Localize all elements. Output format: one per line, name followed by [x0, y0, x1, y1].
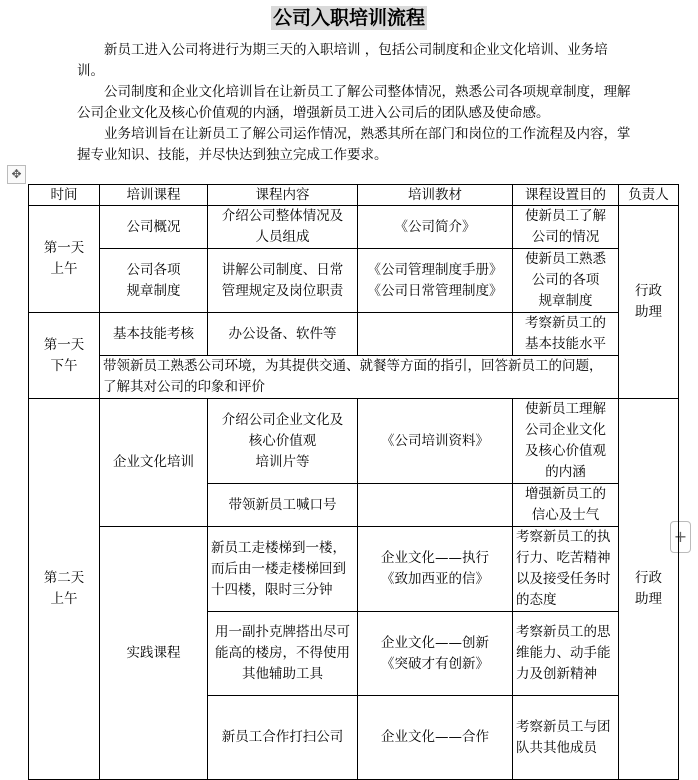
- material-cell: 《公司管理制度手册》 《公司日常管理制度》: [358, 249, 513, 313]
- owner-cell: 行政 助理: [619, 206, 679, 399]
- table-row: [29, 313, 679, 356]
- table-move-handle-icon[interactable]: ✥: [7, 165, 26, 184]
- add-column-button[interactable]: +: [670, 521, 691, 553]
- table-header-row: [29, 185, 679, 206]
- course-cell: 基本技能考核: [100, 313, 208, 356]
- content-cell: 讲解公司制度、日常 管理规定及岗位职责: [208, 249, 358, 313]
- material-cell: 《公司培训资料》: [358, 399, 513, 484]
- content-cell: 介绍公司企业文化及 核心价值观 培训片等: [208, 399, 358, 484]
- table-row: [29, 249, 679, 313]
- table-row: [29, 527, 679, 612]
- header-time: 时间: [29, 185, 100, 206]
- content-cell: 办公设备、软件等: [208, 313, 358, 356]
- content-cell: 新员工合作打扫公司: [208, 696, 358, 780]
- material-cell: 企业文化——创新 《突破才有创新》: [358, 612, 513, 696]
- material-cell: 企业文化——合作: [358, 696, 513, 780]
- course-cell: 实践课程: [100, 527, 208, 780]
- header-material: 培训教材: [358, 185, 513, 206]
- material-cell: 《公司简介》: [358, 206, 513, 249]
- content-cell: 新员工走楼梯到一楼，而后由一楼走楼梯回到十四楼，限时三分钟: [208, 527, 358, 612]
- purpose-cell: 考察新员工的 基本技能水平: [513, 313, 619, 356]
- content-cell: 用一副扑克牌搭出尽可能高的楼房，不得使用其他辅助工具: [208, 612, 358, 696]
- material-cell: 企业文化——执行 《致加西亚的信》: [358, 527, 513, 612]
- header-purpose: 课程设置目的: [513, 185, 619, 206]
- note-cell: 带领新员工熟悉公司环境，为其提供交通、就餐等方面的指引，回答新员工的问题，了解其对公司的印象和评价: [100, 356, 619, 399]
- document-title: 公司入职培训流程: [272, 7, 425, 29]
- course-cell: 公司各项 规章制度: [100, 249, 208, 313]
- table-row: [29, 399, 679, 484]
- intro-paragraph-2: 公司制度和企业文化培训旨在让新员工了解公司整体情况，熟悉公司各项规章制度，理解公司企业文化及核心价值观的内涵，增强新员工进入公司后的团队感及使命感。: [77, 84, 631, 121]
- content-cell: 介绍公司整体情况及 人员组成: [208, 206, 358, 249]
- purpose-cell: 增强新员工的 信心及士气: [513, 484, 619, 527]
- header-course: 培训课程: [100, 185, 208, 206]
- time-cell: 第一天 下午: [29, 313, 100, 399]
- intro-paragraph-3: 业务培训旨在让新员工了解公司运作情况，熟悉其所在部门和岗位的工作流程及内容，掌握专业知识、技能，并尽快达到独立完成工作要求。: [77, 126, 631, 163]
- header-owner: 负责人: [619, 185, 679, 206]
- owner-cell: 行政 助理: [619, 399, 679, 780]
- time-cell: 第一天 上午: [29, 206, 100, 313]
- purpose-cell: 使新员工了解 公司的情况: [513, 206, 619, 249]
- course-cell: 企业文化培训: [100, 399, 208, 527]
- table-row: [29, 206, 679, 249]
- time-cell: 第二天 上午: [29, 399, 100, 780]
- material-cell: [358, 484, 513, 527]
- training-schedule-table: [28, 184, 679, 780]
- intro-paragraph-1: 新员工进入公司将进行为期三天的入职培训 ，包括公司制度和企业文化培训、业务培训。: [77, 42, 608, 79]
- table-row: [29, 356, 679, 399]
- purpose-cell: 考察新员工与团队共其他成员: [513, 696, 619, 780]
- purpose-cell: 考察新员工的思维能力、动手能力及创新精神: [513, 612, 619, 696]
- purpose-cell: 考察新员工的执行力、吃苦精神以及接受任务时的态度: [513, 527, 619, 612]
- course-cell: 公司概况: [100, 206, 208, 249]
- content-cell: 带领新员工喊口号: [208, 484, 358, 527]
- material-cell: [358, 313, 513, 356]
- header-content: 课程内容: [208, 185, 358, 206]
- purpose-cell: 使新员工理解 公司企业文化 及核心价值观 的内涵: [513, 399, 619, 484]
- purpose-cell: 使新员工熟悉 公司的各项 规章制度: [513, 249, 619, 313]
